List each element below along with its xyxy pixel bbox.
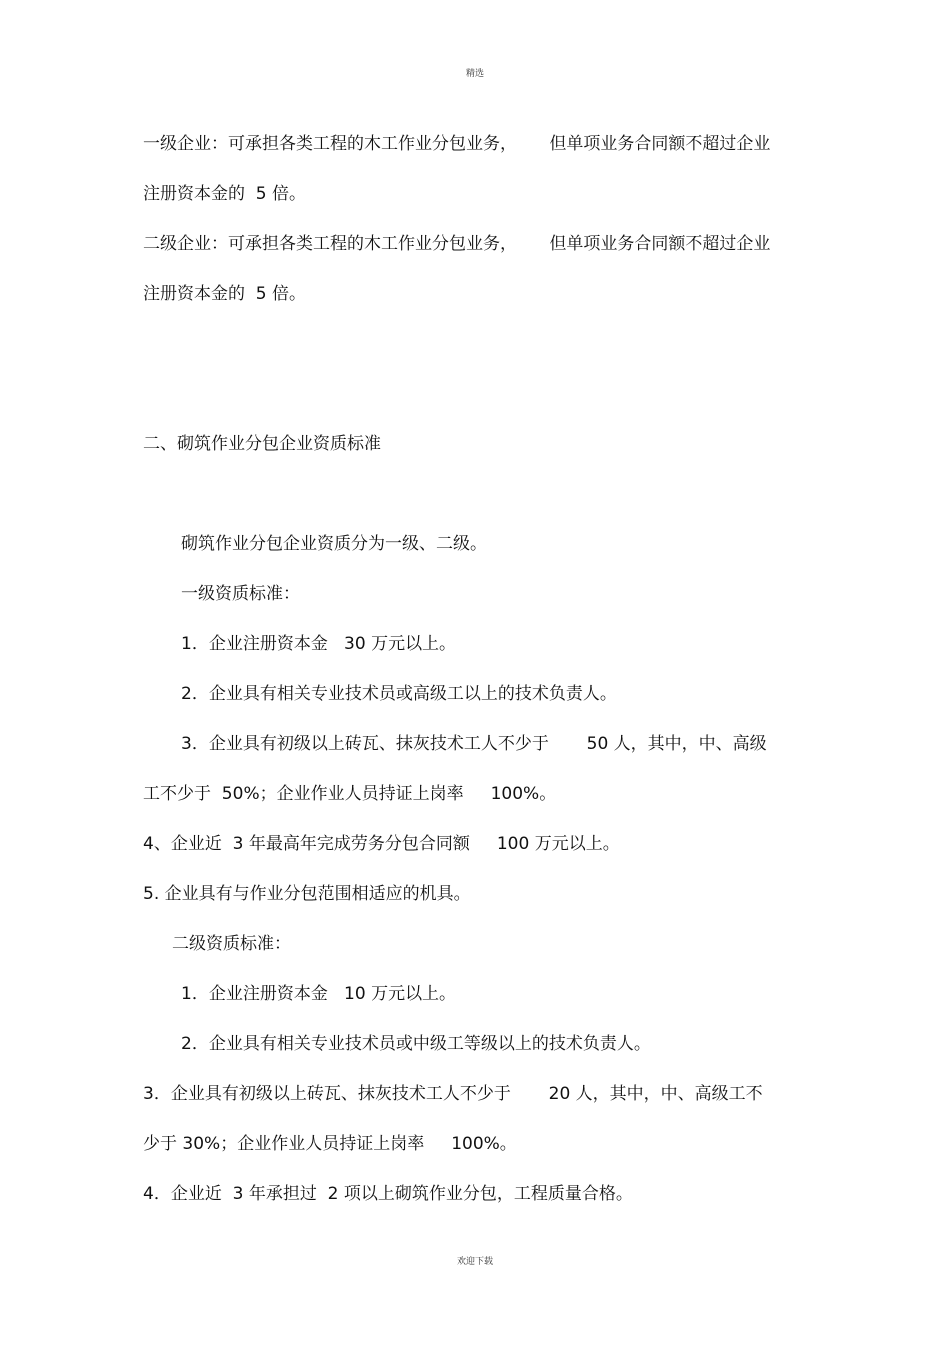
text-line: 少于 30%；企业作业人员持证上岗率 100%。 [143, 1134, 517, 1154]
page-header: 精选 [465, 69, 484, 79]
list-item: 5. 企业具有与作业分包范围相适应的机具。 [143, 884, 471, 904]
text-line: 注册资本金的 5 倍。 [143, 184, 307, 204]
list-item: 2．企业具有相关专业技术员或高级工以上的技术负责人。 [181, 684, 617, 704]
text-line: 注册资本金的 5 倍。 [143, 284, 307, 304]
section-heading: 二、砌筑作业分包企业资质标准 [143, 434, 381, 454]
list-item: 3．企业具有初级以上砖瓦、抹灰技术工人不少于 20 人，其中，中、高级工不 [143, 1084, 763, 1104]
list-item: 2．企业具有相关专业技术员或中级工等级以上的技术负责人。 [181, 1034, 651, 1054]
subheading: 二级资质标准： [172, 934, 291, 954]
list-item: 1．企业注册资本金 10 万元以上。 [181, 984, 457, 1004]
text-line: 工不少于 50%；企业作业人员持证上岗率 100%。 [143, 784, 557, 804]
text-line: 二级企业：可承担各类工程的木工作业分包业务， 但单项业务合同额不超过企业 [143, 234, 771, 254]
list-item: 1．企业注册资本金 30 万元以上。 [181, 634, 457, 654]
text-line: 砌筑作业分包企业资质分为一级、二级。 [181, 534, 487, 554]
list-item: 3．企业具有初级以上砖瓦、抹灰技术工人不少于 50 人，其中，中、高级 [181, 734, 767, 754]
list-item: 4、企业近 3 年最高年完成劳务分包合同额 100 万元以上。 [143, 834, 620, 854]
list-item: 4．企业近 3 年承担过 2 项以上砌筑作业分包，工程质量合格。 [143, 1184, 633, 1204]
subheading: 一级资质标准： [181, 584, 300, 604]
page-footer: 欢迎下载 [456, 1257, 493, 1267]
text-line: 一级企业：可承担各类工程的木工作业分包业务， 但单项业务合同额不超过企业 [143, 134, 771, 154]
